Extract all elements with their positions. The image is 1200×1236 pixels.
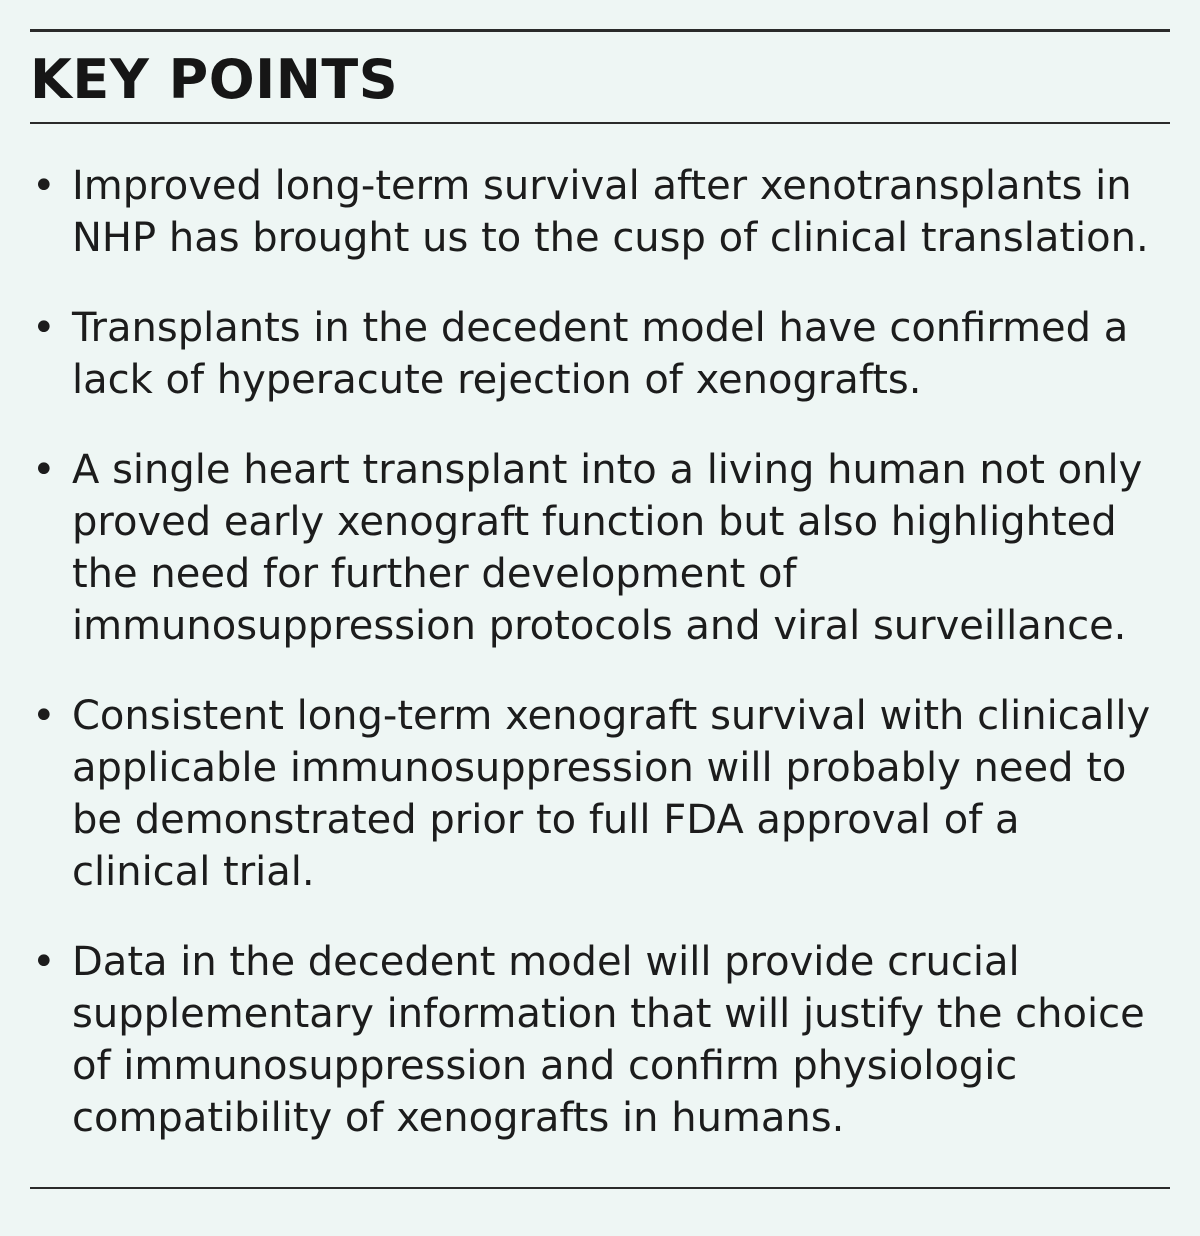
title-underline-rule — [30, 122, 1170, 124]
key-point-item — [30, 690, 1170, 898]
section-title: KEY POINTS — [30, 48, 399, 111]
key-point-item — [30, 302, 1170, 406]
bullet-icon: • — [32, 939, 56, 985]
key-points-list — [30, 160, 1170, 1182]
key-point-item — [30, 936, 1170, 1144]
top-rule — [30, 29, 1170, 32]
bottom-rule — [30, 1187, 1170, 1189]
key-point-text: Transplants in the decedent model have confirmed a lack of hyperacute rejection of xenografts. — [72, 305, 1129, 403]
key-point-item — [30, 444, 1170, 652]
key-point-text: A single heart transplant into a living human not only proved early xenograft function but also highlighted the need for further development of immunosuppression protocols and viral surveillance. — [72, 447, 1143, 649]
bullet-icon: • — [32, 305, 56, 351]
bullet-icon: • — [32, 693, 56, 739]
key-point-text: Improved long-term survival after xenotransplants in NHP has brought us to the cusp of clinical translation. — [72, 163, 1149, 261]
key-point-text: Data in the decedent model will provide crucial supplementary information that will justify the choice of immunosuppression and confirm physiologic compatibility of xenografts in humans. — [72, 939, 1145, 1141]
key-point-item — [30, 160, 1170, 264]
key-point-text: Consistent long-term xenograft survival with clinically applicable immunosuppression will probably need to be demonstrated prior to full FDA approval of a clinical trial. — [72, 693, 1151, 895]
bullet-icon: • — [32, 447, 56, 493]
bullet-icon: • — [32, 163, 56, 209]
